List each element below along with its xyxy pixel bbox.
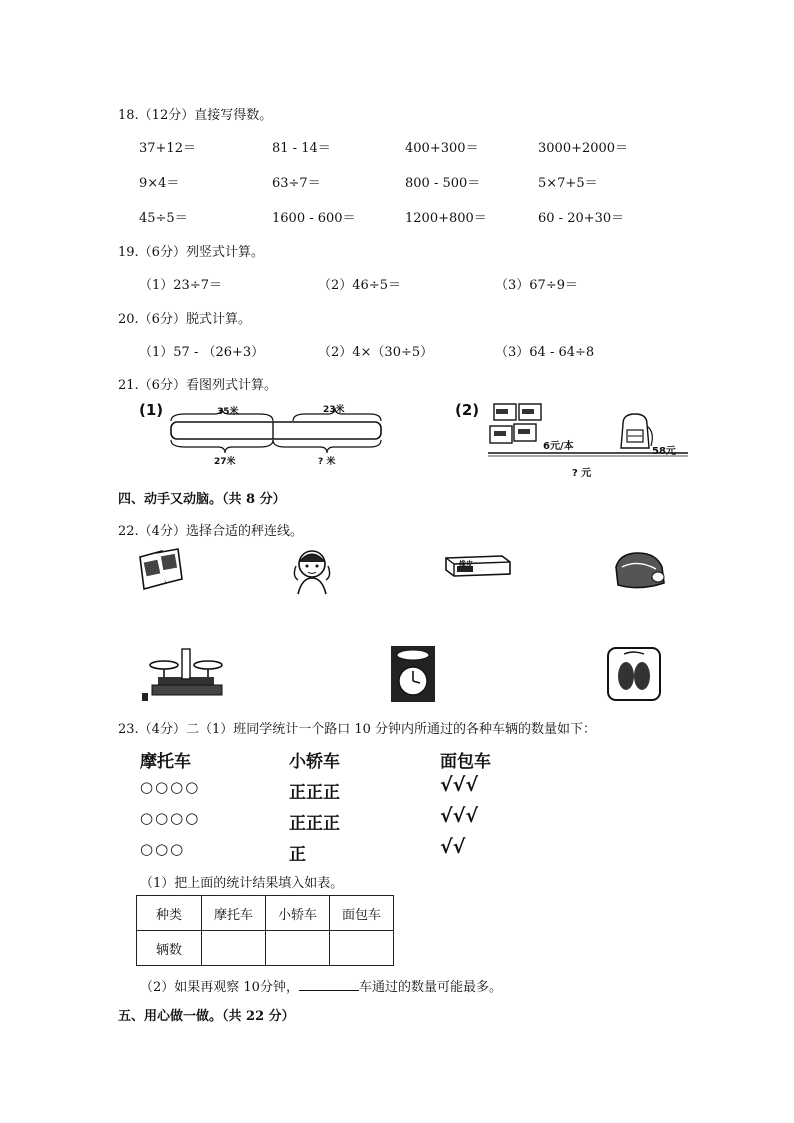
tally-car: 正正正 (289, 814, 340, 834)
q21-title: 21.（6分）看图列式计算。 (118, 378, 277, 393)
balance-scale-icon (140, 645, 230, 705)
q18-item: 3000+2000＝ (538, 141, 629, 156)
q18-item: 9×4＝ (139, 176, 180, 191)
section4-title: 四、动手又动脑。（共 8 分） (118, 492, 286, 507)
tally-car: 正正正 (289, 783, 340, 803)
q23-sub2 (140, 976, 502, 995)
fig1-top-right: 23米 (323, 405, 345, 415)
tally-motorcycle: ○○○○ (140, 778, 201, 796)
result-table (136, 895, 394, 966)
backpack-price: 58元 (652, 446, 676, 457)
bathroom-scale-icon (606, 646, 662, 702)
q18-item: 45÷5＝ (139, 211, 188, 226)
answer-blank[interactable] (299, 978, 359, 991)
q23-sub1: （1）把上面的统计结果填入如表。 (140, 876, 344, 891)
tally-van: √√√ (440, 774, 479, 796)
q18-item: 63÷7＝ (272, 176, 321, 191)
eraser-icon (444, 550, 514, 578)
q18-item: 400+300＝ (405, 141, 479, 156)
q18-item: 81 - 14＝ (272, 141, 331, 156)
q19-title: 19.（6分）列竖式计算。 (118, 245, 264, 260)
tally-van: √√ (440, 836, 466, 858)
q22-title: 22.（4分）选择合适的秤连线。 (118, 524, 303, 539)
q19-item: （2）46÷5＝ (318, 278, 401, 293)
answer-cell[interactable] (202, 931, 266, 966)
table-row (137, 896, 394, 931)
q23-sub2-after: 车通过的数量可能最多。 (358, 980, 502, 995)
q18-title: 18.（12分）直接写得数。 (118, 108, 273, 123)
tally-header-van: 面包车 (440, 752, 491, 772)
fig1-top-left: 35米 (217, 407, 239, 417)
q18-item: 60 - 20+30＝ (538, 211, 625, 226)
tally-header-motorcycle: 摩托车 (140, 752, 191, 772)
q20-item: （3）64 - 64÷8 (495, 345, 595, 360)
table-row (137, 931, 394, 966)
book-price: 6元/本 (543, 441, 574, 452)
table-header-cell: 面包车 (330, 896, 394, 931)
tally-header-car: 小轿车 (289, 752, 340, 772)
table-header-cell: 摩托车 (202, 896, 266, 931)
section5-title: 五、用心做一做。（共 22 分） (118, 1009, 295, 1024)
tally-car: 正 (289, 845, 306, 865)
table-header-cell: 种类 (137, 896, 202, 931)
phone-icon (136, 547, 186, 591)
q20-title: 20.（6分）脱式计算。 (118, 312, 251, 327)
answer-cell[interactable] (330, 931, 394, 966)
q18-item: 5×7+5＝ (538, 176, 598, 191)
dial-scale-icon (390, 645, 436, 703)
fig2-label: (2) (455, 401, 480, 419)
q18-item: 1200+800＝ (405, 211, 487, 226)
tally-van: √√√ (440, 805, 479, 827)
q20-item: （1）57 - （26+3） (139, 345, 265, 360)
fig1-label: (1) (139, 401, 164, 419)
q20-item: （2）4×（30÷5） (318, 345, 434, 360)
q18-item: 37+12＝ (139, 141, 196, 156)
tally-motorcycle: ○○○○ (140, 809, 201, 827)
q18-item: 1600 - 600＝ (272, 211, 356, 226)
total-price: ? 元 (572, 468, 592, 479)
answer-cell[interactable] (266, 931, 330, 966)
q23-title: 23.（4分）二（1）班同学统计一个路口 10 分钟内所通过的各种车辆的数量如下： (118, 722, 597, 737)
tally-motorcycle: ○○○ (140, 840, 186, 858)
eraser-label: 橡皮 (459, 559, 473, 568)
girl-icon (290, 546, 334, 596)
bag-icon (610, 549, 668, 591)
segment-diagram (165, 400, 395, 470)
q23-sub2-before: （2）如果再观察 10分钟， (140, 980, 299, 995)
fig1-bottom-left: 27米 (214, 457, 236, 467)
table-header-cell: 小轿车 (266, 896, 330, 931)
q18-item: 800 - 500＝ (405, 176, 481, 191)
fig1-bottom-right: ? 米 (318, 457, 336, 467)
q19-item: （1）23÷7＝ (139, 278, 222, 293)
q19-item: （3）67÷9＝ (495, 278, 578, 293)
table-row-label: 辆数 (137, 931, 202, 966)
